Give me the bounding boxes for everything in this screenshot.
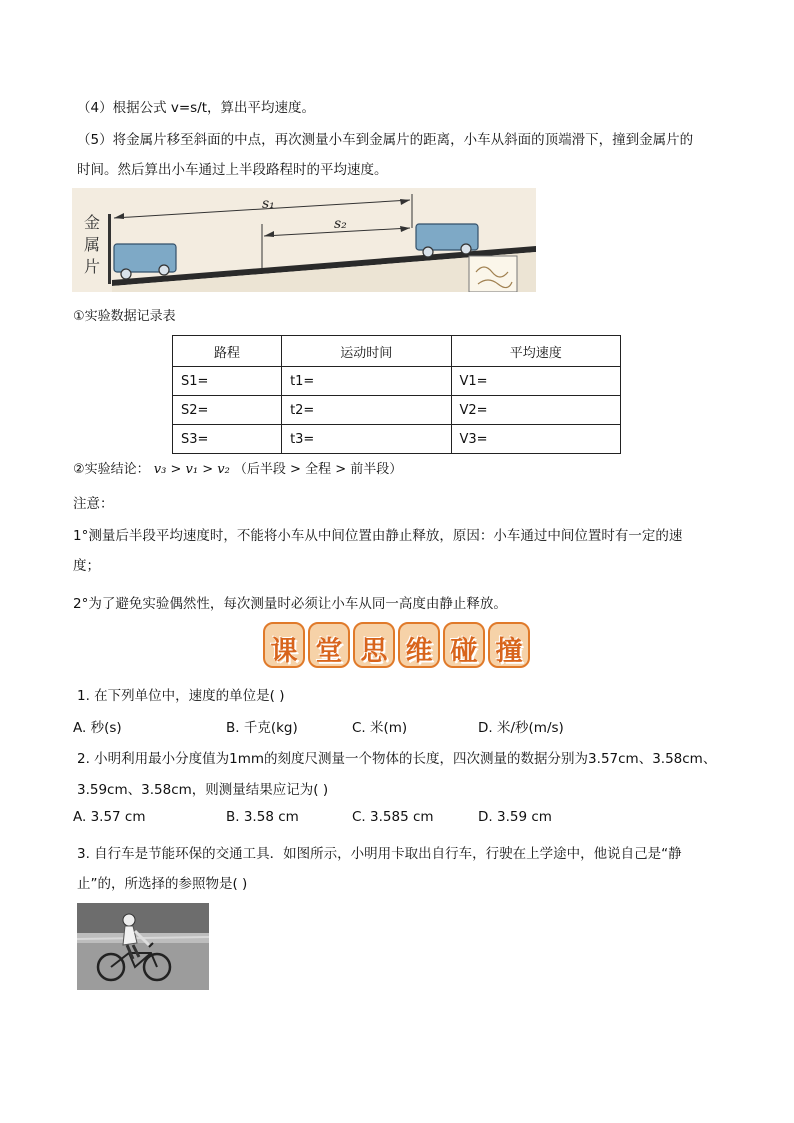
metal-label-2: 属 <box>84 235 101 254</box>
table-cell: V2= <box>451 396 620 425</box>
table-cell: S3= <box>173 425 282 454</box>
table-row <box>173 396 621 425</box>
metal-label-3: 片 <box>84 257 101 276</box>
question-3-line2: 止”的，所选择的参照物是( ) <box>77 876 248 892</box>
table-cell: V3= <box>451 425 620 454</box>
banner-tile: 课 <box>263 622 305 668</box>
bicycle-rider-image <box>77 903 209 990</box>
conclusion <box>73 458 402 477</box>
banner-tile: 思 <box>353 622 395 668</box>
bicycle-photo <box>77 903 209 990</box>
q1-option-c[interactable]: C. 米(m) <box>352 720 408 736</box>
table-cell: S1= <box>173 367 282 396</box>
question-2-line2: 3.59cm、3.58cm，则测量结果应记为( ) <box>77 782 329 798</box>
notes-title: 注意： <box>73 496 114 512</box>
q2-option-b[interactable]: B. 3.58 cm <box>226 809 299 825</box>
metal-plate <box>108 214 111 284</box>
conclusion-formula: v₃ > v₁ > v₂ <box>153 462 230 477</box>
banner-tile: 撞 <box>488 622 530 668</box>
incline-diagram <box>72 188 536 292</box>
table-row <box>173 367 621 396</box>
q2-option-d[interactable]: D. 3.59 cm <box>478 809 552 825</box>
note-1-line1: 1°测量后半段平均速度时，不能将小车从中间位置由静止释放，原因：小车通过中间位置时有一定的速 <box>73 528 683 544</box>
table-header-row <box>173 336 621 367</box>
metal-label-1: 金 <box>84 213 101 232</box>
table-cell: t2= <box>282 396 451 425</box>
header-distance: 路程 <box>173 336 282 367</box>
banner-tile: 维 <box>398 622 440 668</box>
question-2-line1: 2. 小明利用最小分度值为1mm的刻度尺测量一个物体的长度，四次测量的数据分别为3.57cm、3.58cm、 <box>77 751 717 767</box>
question-1-stem: 1. 在下列单位中，速度的单位是( ) <box>77 688 285 704</box>
q1-option-d[interactable]: D. 米/秒(m/s) <box>478 720 564 736</box>
step-5-line1: （5）将金属片移至斜面的中点，再次测量小车到金属片的距离，小车从斜面的顶端滑下，撞到金属片的 <box>77 132 694 148</box>
step-5-line2: 时间。然后算出小车通过上半段路程时的平均速度。 <box>77 162 388 178</box>
step-4: （4）根据公式 v=s/t，算出平均速度。 <box>77 100 316 116</box>
classroom-banner <box>263 622 533 672</box>
conclusion-prefix: ②实验结论： <box>73 462 150 477</box>
q2-option-c[interactable]: C. 3.585 cm <box>352 809 434 825</box>
note-1-line2: 度； <box>73 558 100 574</box>
banner-tile: 堂 <box>308 622 350 668</box>
note-2: 2°为了避免实验偶然性，每次测量时必须让小车从同一高度由静止释放。 <box>73 596 507 612</box>
table-row <box>173 425 621 454</box>
conclusion-note: （后半段 > 全程 > 前半段） <box>233 462 403 477</box>
banner-tile: 碰 <box>443 622 485 668</box>
table-caption: ①实验数据记录表 <box>73 309 176 324</box>
s2-label: s₂ <box>334 216 347 232</box>
table-cell: S2= <box>173 396 282 425</box>
s1-label: s₁ <box>262 196 275 212</box>
header-speed: 平均速度 <box>451 336 620 367</box>
q1-option-a[interactable]: A. 秒(s) <box>73 720 122 736</box>
data-record-table <box>172 335 621 454</box>
table-cell: t1= <box>282 367 451 396</box>
question-3-line1: 3. 自行车是节能环保的交通工具．如图所示，小明用卡取出自行车，行驶在上学途中，他说自己是“静 <box>77 846 682 862</box>
q2-option-a[interactable]: A. 3.57 cm <box>73 809 146 825</box>
q1-option-b[interactable]: B. 千克(kg) <box>226 720 298 736</box>
incline-figure <box>72 188 536 292</box>
table-cell: V1= <box>451 367 620 396</box>
header-time: 运动时间 <box>282 336 451 367</box>
table-cell: t3= <box>282 425 451 454</box>
